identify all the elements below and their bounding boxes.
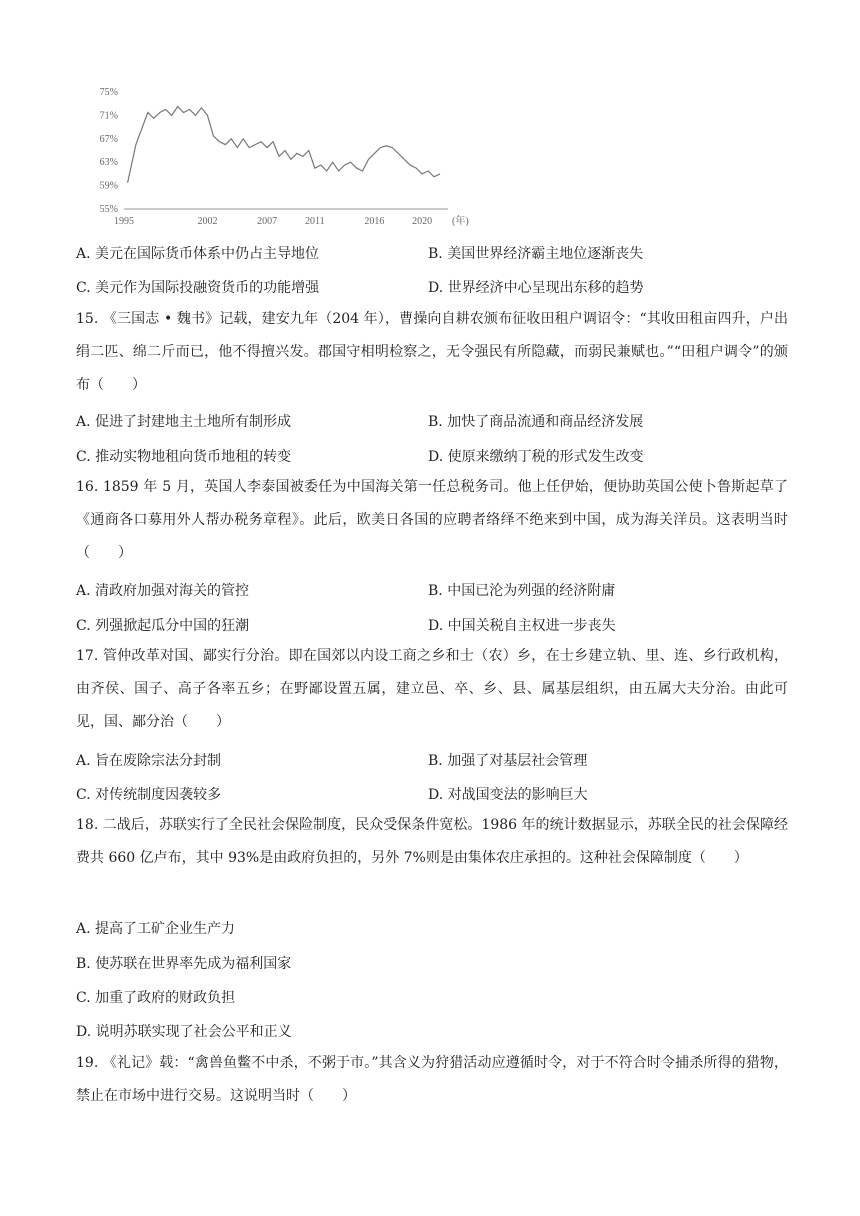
q16-option-b[interactable]: B. 中国已沦为列强的经济附庸 — [428, 583, 616, 599]
y-axis-tick-labels — [100, 87, 118, 215]
x-tick-label: 2016 — [364, 216, 385, 227]
q16-option-d[interactable]: D. 中国关税自主权进一步丧失 — [428, 618, 616, 634]
q17-option-d[interactable]: D. 对战国变法的影响巨大 — [428, 787, 588, 803]
q15-option-a[interactable]: A. 促进了封建地主土地所有制形成 — [76, 414, 292, 430]
q18-option-b[interactable]: B. 使苏联在世界率先成为福利国家 — [76, 956, 292, 972]
q17-option-a[interactable]: A. 旨在废除宗法分封制 — [76, 753, 222, 769]
q16-option-a[interactable]: A. 清政府加强对海关的管控 — [76, 583, 250, 599]
q15-option-b[interactable]: B. 加快了商品流通和商品经济发展 — [428, 414, 644, 430]
x-tick-label: 1995 — [114, 216, 134, 227]
x-axis-tick-labels — [114, 216, 432, 227]
q18-option-a[interactable]: A. 提高了工矿企业生产力 — [76, 921, 236, 937]
q16-option-c[interactable]: C. 列强掀起瓜分中国的狂潮 — [76, 618, 250, 634]
x-axis-unit: (年) — [452, 216, 469, 227]
y-tick-label: 63% — [100, 157, 118, 169]
x-tick-label: 2007 — [257, 216, 278, 227]
q15-stem: 15. 《三国志 • 魏书》记载，建安九年（204 年），曹操向自耕农颁布征收田租户调诏令：“其收田租亩四升，户出绢二匹、绵二斤而已，他不得擅兴发。郡国守相明检察之，无令强民有所隐藏，而弱民兼赋也。”“田租户调令”的颁布（ ） — [76, 311, 788, 393]
q18-option-d[interactable]: D. 说明苏联实现了社会公平和正义 — [76, 1024, 292, 1040]
series-line — [128, 107, 440, 183]
x-tick-label: 2011 — [304, 216, 325, 227]
q17-option-b[interactable]: B. 加强了对基层社会管理 — [428, 753, 588, 769]
y-tick-label: 71% — [100, 110, 118, 122]
q14-option-a[interactable]: A. 美元在国际货币体系中仍占主导地位 — [76, 246, 320, 262]
q18-stem: 18. 二战后，苏联实行了全民社会保险制度，民众受保条件宽松。1986 年的统计数据显示，苏联全民的社会保障经费共 660 亿卢布，其中 93%是由政府负担的，另外 7%则是由集体农庄承担的。这种社会保障制度（ ） — [76, 817, 788, 866]
y-tick-label: 55% — [100, 204, 118, 215]
q19-stem: 19. 《礼记》载：“禽兽鱼鳖不中杀，不粥于市。”其含义为狩猎活动应遵循时令，对于不符合时令捕杀所得的猎物，禁止在市场中进行交易。这说明当时（ ） — [76, 1055, 788, 1104]
q14-option-d[interactable]: D. 世界经济中心呈现出东移的趋势 — [428, 280, 644, 296]
q18-option-c[interactable]: C. 加重了政府的财政负担 — [76, 990, 236, 1006]
x-tick-label: 2020 — [412, 216, 433, 227]
line-chart — [100, 80, 500, 230]
q17-stem: 17. 管仲改革对国、鄙实行分治。即在国郊以内设工商之乡和士（农）乡，在士乡建立轨、里、连、乡行政机构，由齐侯、国子、高子各率五乡；在野鄙设置五属，建立邑、卒、乡、县、属基层组织，由五属大夫分治。由此可见，国、鄙分治（ ） — [76, 648, 788, 730]
q15-option-d[interactable]: D. 使原来缴纳丁税的形式发生改变 — [428, 449, 644, 465]
q14-option-b[interactable]: B. 美国世界经济霸主地位逐渐丧失 — [428, 246, 644, 262]
x-tick-label: 2002 — [197, 216, 218, 227]
q14-option-c[interactable]: C. 美元作为国际投融资货币的功能增强 — [76, 280, 320, 296]
y-tick-label: 59% — [100, 180, 118, 192]
y-tick-label: 75% — [100, 87, 118, 98]
q15-option-c[interactable]: C. 推动实物地租向货币地租的转变 — [76, 449, 292, 465]
q17-option-c[interactable]: C. 对传统制度因袭较多 — [76, 787, 222, 803]
q16-stem: 16. 1859 年 5 月，英国人李泰国被委任为中国海关第一任总税务司。他上任伊始，便协助英国公使卜鲁斯起草了《通商各口募用外人帮办税务章程》。此后，欧美日各国的应聘者络绎不绝来到中国，成为海关洋员。这表明当时（ ） — [76, 479, 788, 561]
y-tick-label: 67% — [100, 133, 118, 145]
